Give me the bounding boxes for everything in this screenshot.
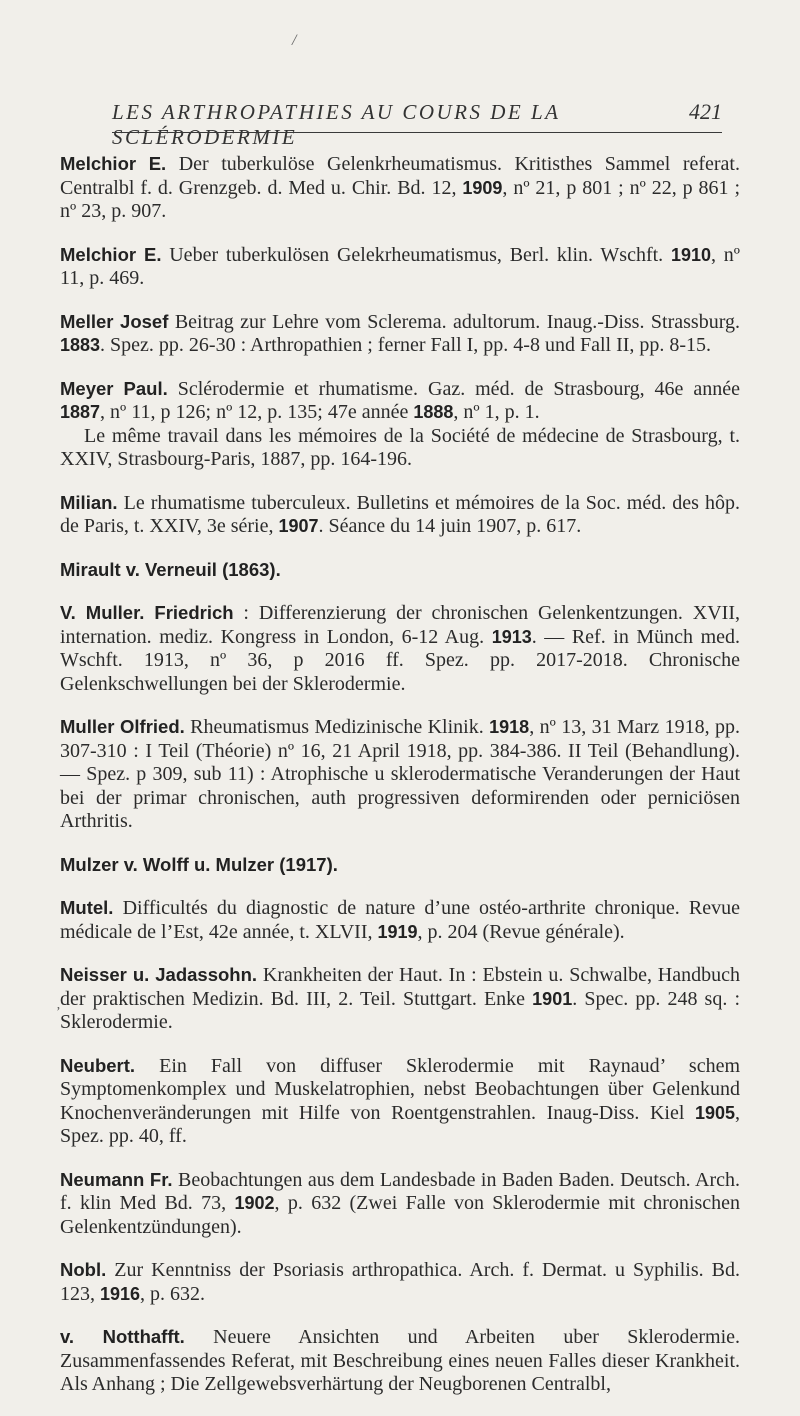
reference-year: 1909 bbox=[462, 177, 503, 198]
header-rule bbox=[112, 132, 722, 133]
reference-entry bbox=[60, 1168, 740, 1240]
top-margin-mark: / bbox=[292, 32, 297, 49]
reference-author: Mulzer v. Wolff u. Mulzer (1917). bbox=[60, 853, 338, 875]
reference-text: Difficultés du diagnostic de nature d’une ostéo-arthrite chronique. Revue médicale de l’Est, 42e année, t. XLVII, bbox=[60, 897, 740, 943]
reference-text: Beobachtungen aus dem Landesbade in Baden Baden. Deutsch. Arch. f. klin Med Bd. 73, bbox=[60, 1168, 740, 1214]
reference-text: . Spec. pp. 248 sq. : Sklerodermie. bbox=[60, 987, 741, 1033]
reference-year: 1918 bbox=[489, 717, 530, 737]
reference-text: Ein Fall von diffuser Sklerodermie mit Raynaud’ schem Symptomenkomplex und Muskelatrophien, nebst Beobachtungen über Gelenkund Knochenveränderungen mit Hilfe von Roentgenstrahlen. Inaug-Diss. Kiel bbox=[60, 1054, 740, 1124]
reference-author: Melchior E. bbox=[60, 153, 167, 174]
reference-year: 1902 bbox=[234, 1193, 275, 1213]
reference-text: , Spez. pp. 40, ff. bbox=[60, 1101, 740, 1147]
reference-author: Neumann Fr. bbox=[60, 1168, 173, 1190]
reference-entry bbox=[60, 491, 740, 539]
reference-entry bbox=[60, 1258, 740, 1306]
reference-entry bbox=[60, 963, 740, 1035]
reference-text: . — Ref. in Münch med. Wschft. 1913, nº 36, p 2016 ff. Spez. pp. 2017-2018. Chronische Gelenkschwellungen bei der Sklerodermie. bbox=[60, 625, 741, 695]
reference-text: , p. 204 (Revue générale). bbox=[417, 920, 625, 943]
reference-year: 1919 bbox=[377, 921, 418, 942]
reference-entry bbox=[60, 1325, 740, 1397]
reference-entry bbox=[60, 558, 740, 583]
reference-text: , nº 11, p. 469. bbox=[60, 243, 740, 289]
reference-text: Der tuberkulöse Gelenkrheumatismus. Kritisthes Sammel referat. Centralbl f. d. Grenzgeb. d. Med u. Chir. Bd. 12, bbox=[60, 153, 740, 199]
page-number: 421 bbox=[689, 99, 722, 124]
reference-text: Rheumatismus Medizinische Klinik. bbox=[184, 716, 490, 738]
reference-list bbox=[60, 152, 740, 1416]
reference-text: , nº 11, p 126; nº 12, p. 135; 47e année bbox=[100, 401, 414, 423]
reference-author: Mirault v. Verneuil (1863). bbox=[60, 558, 281, 580]
running-title: LES ARTHROPATHIES AU COURS DE LA SCLÉRODERMIE bbox=[112, 100, 561, 149]
reference-text: , nº 21, p 801 ; nº 22, p 861 ; nº 23, p. 907. bbox=[60, 176, 741, 222]
running-header bbox=[112, 99, 722, 150]
reference-author: Neisser u. Jadassohn. bbox=[60, 964, 258, 985]
reference-author: Milian. bbox=[60, 491, 118, 513]
reference-entry bbox=[60, 243, 740, 291]
reference-entry bbox=[60, 152, 740, 224]
reference-entry bbox=[60, 715, 740, 834]
reference-text: , p. 632. bbox=[140, 1282, 206, 1305]
reference-text: Zur Kenntniss der Psoriasis arthropathica. Arch. f. Dermat. u Syphilis. Bd. 123, bbox=[60, 1259, 740, 1305]
reference-year: 1901 bbox=[532, 988, 573, 1009]
reference-text: Le rhumatisme tuberculeux. Bulletins et mémoires de la Soc. méd. des hôp. de Paris, t. XXIV, 3e série, bbox=[60, 491, 740, 537]
reference-year: 1916 bbox=[100, 1283, 141, 1304]
reference-year: 1887 bbox=[60, 402, 101, 422]
reference-text: . Séance du 14 juin 1907, p. 617. bbox=[318, 515, 582, 537]
reference-year: 1907 bbox=[278, 516, 319, 536]
reference-text: Neuere Ansichten und Arbeiten uber Sklerodermie. Zusammenfassendes Referat, mit Beschreibung eines neuen Falles dieser Krankheit. Als Anhang ; Die Zellgewebsverhärtung der Neugborenen Centralbl, bbox=[60, 1326, 740, 1395]
reference-text: , p. 632 (Zwei Falle von Sklerodermie mit chronischen Gelenkentzündungen). bbox=[60, 1192, 740, 1238]
reference-entry bbox=[60, 377, 740, 472]
reference-text: Sclérodermie et rhumatisme. Gaz. méd. de Strasbourg, 46e année bbox=[167, 377, 740, 400]
reference-author: Mutel. bbox=[60, 897, 114, 918]
margin-mark: ’ bbox=[56, 1005, 61, 1020]
reference-author: Melchior E. bbox=[60, 243, 162, 265]
reference-text: , nº 13, 31 Marz 1918, pp. 307-310 : I Teil (Théorie) nº 16, 21 April 1918, pp. 384-386. II Teil (Behandlung). — Spez. p 309, sub 11) : Atrophische u sklerodermatische Veranderungen der Haut bei der primar chronischen, auth progressiven deformirenden oder perniciösen Arthritis. bbox=[60, 716, 740, 832]
reference-text: : Differenzierung der chronischen Gelenkentzungen. XVII, internation. mediz. Kongress in London, 6-12 Aug. bbox=[60, 602, 740, 648]
reference-year: 1883 bbox=[60, 335, 101, 355]
reference-year: 1913 bbox=[491, 626, 532, 647]
reference-author: Meyer Paul. bbox=[60, 377, 168, 399]
reference-year: 1905 bbox=[694, 1102, 735, 1123]
reference-author: Nobl. bbox=[60, 1259, 107, 1280]
reference-year: 1910 bbox=[670, 244, 712, 265]
reference-entry bbox=[60, 310, 740, 358]
reference-author: Neubert. bbox=[60, 1054, 136, 1076]
reference-entry bbox=[60, 601, 740, 696]
reference-text: . Spez. pp. 26-30 : Arthropathien ; ferner Fall I, pp. 4-8 und Fall II, pp. 8-15. bbox=[100, 334, 712, 356]
reference-author: Meller Josef bbox=[60, 310, 169, 332]
reference-entry bbox=[60, 1054, 740, 1149]
reference-note: Le même travail dans les mémoires de la Société de médecine de Strasbourg, t. XXIV, Strasbourg-Paris, 1887, pp. 164-196. bbox=[60, 424, 740, 470]
reference-text: Beitrag zur Lehre vom Sclerema. adultorum. Inaug.-Diss. Strassburg. bbox=[168, 310, 740, 333]
reference-author: V. Muller. Friedrich bbox=[60, 602, 234, 623]
reference-text: Ueber tuberkulösen Gelekrheumatismus, Berl. klin. Wschft. bbox=[161, 243, 671, 266]
reference-entry bbox=[60, 853, 740, 878]
reference-year: 1888 bbox=[413, 402, 454, 422]
reference-text: Krankheiten der Haut. In : Ebstein u. Schwalbe, Handbuch der praktischen Medizin. Bd. III, 2. Teil. Stuttgart. Enke bbox=[60, 964, 740, 1010]
reference-entry bbox=[60, 896, 740, 944]
reference-text: , nº 1, p. 1. bbox=[453, 401, 540, 423]
reference-author: Muller Olfried. bbox=[60, 716, 185, 737]
reference-author: v. Notthafft. bbox=[60, 1326, 185, 1347]
